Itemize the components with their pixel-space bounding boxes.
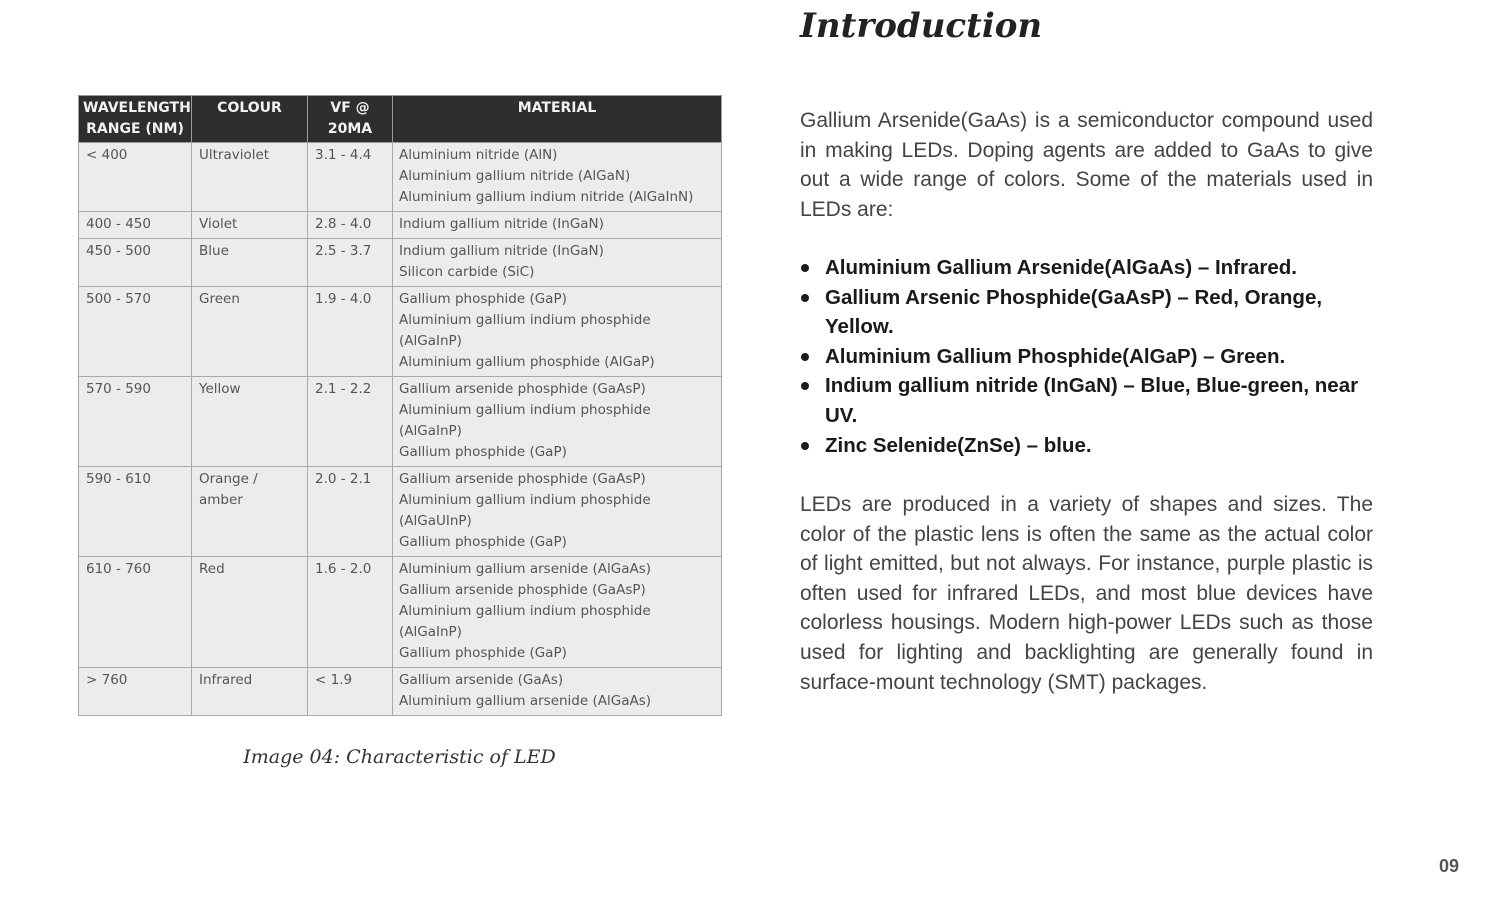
cell-wavelength: 590 - 610 xyxy=(79,467,192,557)
table-row xyxy=(79,212,722,239)
material-line: Aluminium gallium indium phosphide xyxy=(399,402,651,418)
materials-list-item: Zinc Selenide(ZnSe) – blue. xyxy=(800,431,1360,461)
cell-wavelength: 610 - 760 xyxy=(79,557,192,668)
cell-vf: 2.1 - 2.2 xyxy=(308,377,393,467)
led-characteristics-table xyxy=(78,95,722,716)
cell-vf: 2.5 - 3.7 xyxy=(308,239,393,287)
table-row xyxy=(79,239,722,287)
cell-colour: Green xyxy=(192,287,308,377)
cell-vf: 1.9 - 4.0 xyxy=(308,287,393,377)
intro-paragraph: Gallium Arsenide(GaAs) is a semiconductor compound used in making LEDs. Doping agents are added to GaAs to give out a wide range of colors. Some of the materials used in LEDs are: xyxy=(800,109,1373,221)
material-line: (AlGaInP) xyxy=(399,624,462,640)
cell-vf: 2.0 - 2.1 xyxy=(308,467,393,557)
material-line: (AlGaInP) xyxy=(399,333,462,349)
materials-list-item: Gallium Arsenic Phosphide(GaAsP) – Red, Orange, Yellow. xyxy=(800,283,1360,342)
cell-colour: Red xyxy=(192,557,308,668)
cell-wavelength: > 760 xyxy=(79,668,192,716)
cell-colour: Infrared xyxy=(192,668,308,716)
cell-vf: 1.6 - 2.0 xyxy=(308,557,393,668)
cell-material xyxy=(393,287,722,377)
material-line: Aluminium gallium indium phosphide xyxy=(399,312,651,328)
materials-list-item: Indium gallium nitride (InGaN) – Blue, Blue-green, near UV. xyxy=(800,371,1360,430)
material-line: Gallium phosphide (GaP) xyxy=(399,645,567,661)
table-row xyxy=(79,143,722,212)
header-vf: VF @ 20MA xyxy=(308,96,393,143)
table-row xyxy=(79,467,722,557)
table-header-row xyxy=(79,96,722,143)
cell-material xyxy=(393,557,722,668)
section-title: Introduction xyxy=(800,6,1043,46)
materials-list-item: Aluminium Gallium Phosphide(AlGaP) – Green. xyxy=(800,342,1360,372)
cell-vf: 2.8 - 4.0 xyxy=(308,212,393,239)
table-row xyxy=(79,557,722,668)
material-line: (AlGaUInP) xyxy=(399,513,472,529)
table-row xyxy=(79,287,722,377)
material-line: Aluminium gallium indium phosphide xyxy=(399,492,651,508)
material-line: Aluminium gallium indium phosphide xyxy=(399,603,651,619)
material-line: Aluminium gallium phosphide (AlGaP) xyxy=(399,354,655,370)
cell-material xyxy=(393,212,722,239)
material-line: Aluminium gallium arsenide (AlGaAs) xyxy=(399,561,651,577)
table-row xyxy=(79,377,722,467)
material-line: Gallium phosphide (GaP) xyxy=(399,444,567,460)
material-line: Gallium arsenide (GaAs) xyxy=(399,672,564,688)
cell-colour: Blue xyxy=(192,239,308,287)
cell-material xyxy=(393,239,722,287)
cell-wavelength: 450 - 500 xyxy=(79,239,192,287)
header-wavelength: WAVELENGTH RANGE (NM) xyxy=(79,96,192,143)
cell-colour: Yellow xyxy=(192,377,308,467)
material-line: (AlGaInP) xyxy=(399,423,462,439)
material-line: Gallium phosphide (GaP) xyxy=(399,534,567,550)
material-line: Silicon carbide (SiC) xyxy=(399,264,535,280)
material-line: Gallium arsenide phosphide (GaAsP) xyxy=(399,471,646,487)
page-number: 09 xyxy=(1439,856,1460,876)
cell-material xyxy=(393,668,722,716)
table-body xyxy=(79,143,722,716)
header-material: MATERIAL xyxy=(393,96,722,143)
image-caption: Image 04: Characteristic of LED xyxy=(243,746,556,768)
header-colour: COLOUR xyxy=(192,96,308,143)
cell-colour: Orange / amber xyxy=(192,467,308,557)
material-line: Indium gallium nitride (InGaN) xyxy=(399,243,604,259)
cell-wavelength: 400 - 450 xyxy=(79,212,192,239)
shapes-paragraph: LEDs are produced in a variety of shapes and sizes. The color of the plastic lens is often the same as the actual color of light emitted, but not always. For instance, purple plastic is often used for infrared LEDs, and most blue devices have colorless housings. Modern high-power LEDs such as those used for lighting and backlighting are generally found in surface-mount technology (SMT) packages. xyxy=(800,493,1373,694)
material-line: Indium gallium nitride (InGaN) xyxy=(399,216,604,232)
material-line: Gallium arsenide phosphide (GaAsP) xyxy=(399,582,646,598)
cell-material xyxy=(393,143,722,212)
cell-vf: 3.1 - 4.4 xyxy=(308,143,393,212)
cell-wavelength: 570 - 590 xyxy=(79,377,192,467)
table-row xyxy=(79,668,722,716)
cell-material xyxy=(393,377,722,467)
cell-wavelength: < 400 xyxy=(79,143,192,212)
cell-colour: Ultraviolet xyxy=(192,143,308,212)
cell-material xyxy=(393,467,722,557)
cell-wavelength: 500 - 570 xyxy=(79,287,192,377)
cell-colour: Violet xyxy=(192,212,308,239)
material-line: Gallium phosphide (GaP) xyxy=(399,291,567,307)
materials-list xyxy=(800,253,1360,460)
materials-list-item: Aluminium Gallium Arsenide(AlGaAs) – Infrared. xyxy=(800,253,1360,283)
material-line: Gallium arsenide phosphide (GaAsP) xyxy=(399,381,646,397)
material-line: Aluminium nitride (AlN) xyxy=(399,147,558,163)
material-line: Aluminium gallium nitride (AlGaN) xyxy=(399,168,631,184)
material-line: Aluminium gallium indium nitride (AlGaInN) xyxy=(399,189,694,205)
material-line: Aluminium gallium arsenide (AlGaAs) xyxy=(399,693,651,709)
cell-vf: < 1.9 xyxy=(308,668,393,716)
